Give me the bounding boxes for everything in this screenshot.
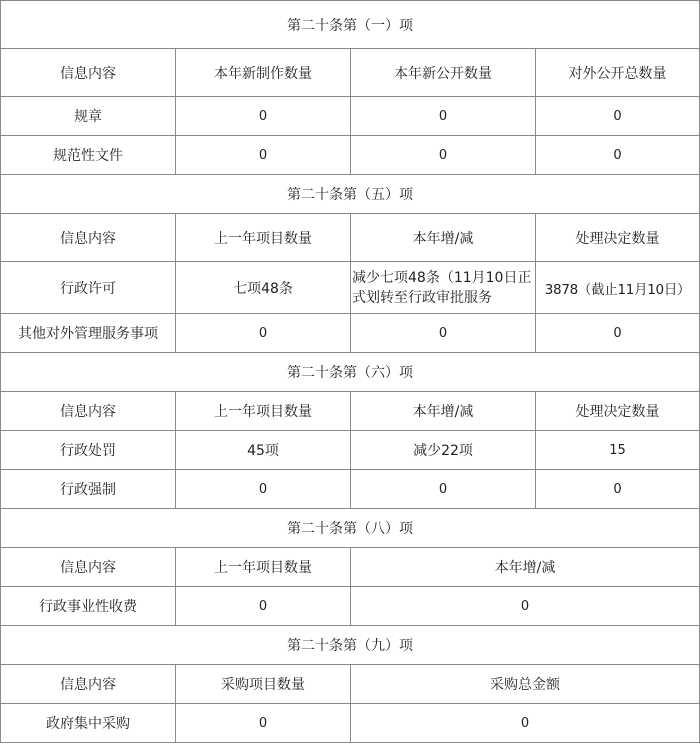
section-title: 第二十条第（一）项 <box>1 1 700 49</box>
table-row <box>1 704 700 743</box>
table-row <box>1 587 700 626</box>
header-cell: 本年增/减 <box>351 548 700 587</box>
header-row <box>1 49 700 97</box>
value-cell: 0 <box>536 136 700 175</box>
header-cell: 采购项目数量 <box>176 665 351 704</box>
value-cell: 0 <box>536 97 700 136</box>
header-cell: 上一年项目数量 <box>176 392 351 431</box>
header-row <box>1 214 700 262</box>
header-cell: 处理决定数量 <box>536 214 700 262</box>
change-note: 减少七项48条（11月10日正式划转至行政审批服务 <box>351 262 536 314</box>
table-row <box>1 262 700 314</box>
section-title-row <box>1 509 700 548</box>
value-cell: 0 <box>351 470 536 509</box>
value-cell: 0 <box>351 314 536 353</box>
header-cell: 信息内容 <box>1 49 176 97</box>
header-cell: 信息内容 <box>1 548 176 587</box>
header-cell: 对外公开总数量 <box>536 49 700 97</box>
header-row <box>1 392 700 431</box>
table-row <box>1 470 700 509</box>
value-cell: 0 <box>176 97 351 136</box>
value-cell: 七项48条 <box>176 262 351 314</box>
header-cell: 上一年项目数量 <box>176 548 351 587</box>
header-cell: 本年新公开数量 <box>351 49 536 97</box>
value-cell: 0 <box>176 136 351 175</box>
header-cell: 处理决定数量 <box>536 392 700 431</box>
item-name: 行政处罚 <box>1 431 176 470</box>
table-row <box>1 314 700 353</box>
header-cell: 本年增/减 <box>351 392 536 431</box>
table-row <box>1 97 700 136</box>
header-row <box>1 548 700 587</box>
section-title: 第二十条第（六）项 <box>1 353 700 392</box>
value-cell: 0 <box>351 704 700 743</box>
header-cell: 信息内容 <box>1 665 176 704</box>
item-name: 行政许可 <box>1 262 176 314</box>
header-cell: 本年增/减 <box>351 214 536 262</box>
value-cell: 0 <box>176 314 351 353</box>
value-cell: 0 <box>351 136 536 175</box>
item-name: 规章 <box>1 97 176 136</box>
item-name: 规范性文件 <box>1 136 176 175</box>
header-cell: 信息内容 <box>1 392 176 431</box>
header-cell: 采购总金额 <box>351 665 700 704</box>
section-title-row <box>1 353 700 392</box>
item-name: 政府集中采购 <box>1 704 176 743</box>
value-cell: 45项 <box>176 431 351 470</box>
section-title: 第二十条第（八）项 <box>1 509 700 548</box>
item-name: 其他对外管理服务事项 <box>1 314 176 353</box>
item-name: 行政强制 <box>1 470 176 509</box>
table-row <box>1 431 700 470</box>
value-cell: 0 <box>536 314 700 353</box>
item-name: 行政事业性收费 <box>1 587 176 626</box>
value-cell: 0 <box>351 97 536 136</box>
table-row <box>1 136 700 175</box>
value-cell: 减少22项 <box>351 431 536 470</box>
value-cell: 3878（截止11月10日） <box>536 262 700 314</box>
value-cell: 0 <box>536 470 700 509</box>
value-cell: 15 <box>536 431 700 470</box>
value-cell: 0 <box>176 470 351 509</box>
section-title-row <box>1 626 700 665</box>
section-title-row <box>1 175 700 214</box>
header-cell: 本年新制作数量 <box>176 49 351 97</box>
header-cell: 上一年项目数量 <box>176 214 351 262</box>
section-title: 第二十条第（五）项 <box>1 175 700 214</box>
value-cell: 0 <box>351 587 700 626</box>
section-title: 第二十条第（九）项 <box>1 626 700 665</box>
value-cell: 0 <box>176 587 351 626</box>
section-title-row <box>1 1 700 49</box>
header-cell: 信息内容 <box>1 214 176 262</box>
header-row <box>1 665 700 704</box>
value-cell: 0 <box>176 704 351 743</box>
